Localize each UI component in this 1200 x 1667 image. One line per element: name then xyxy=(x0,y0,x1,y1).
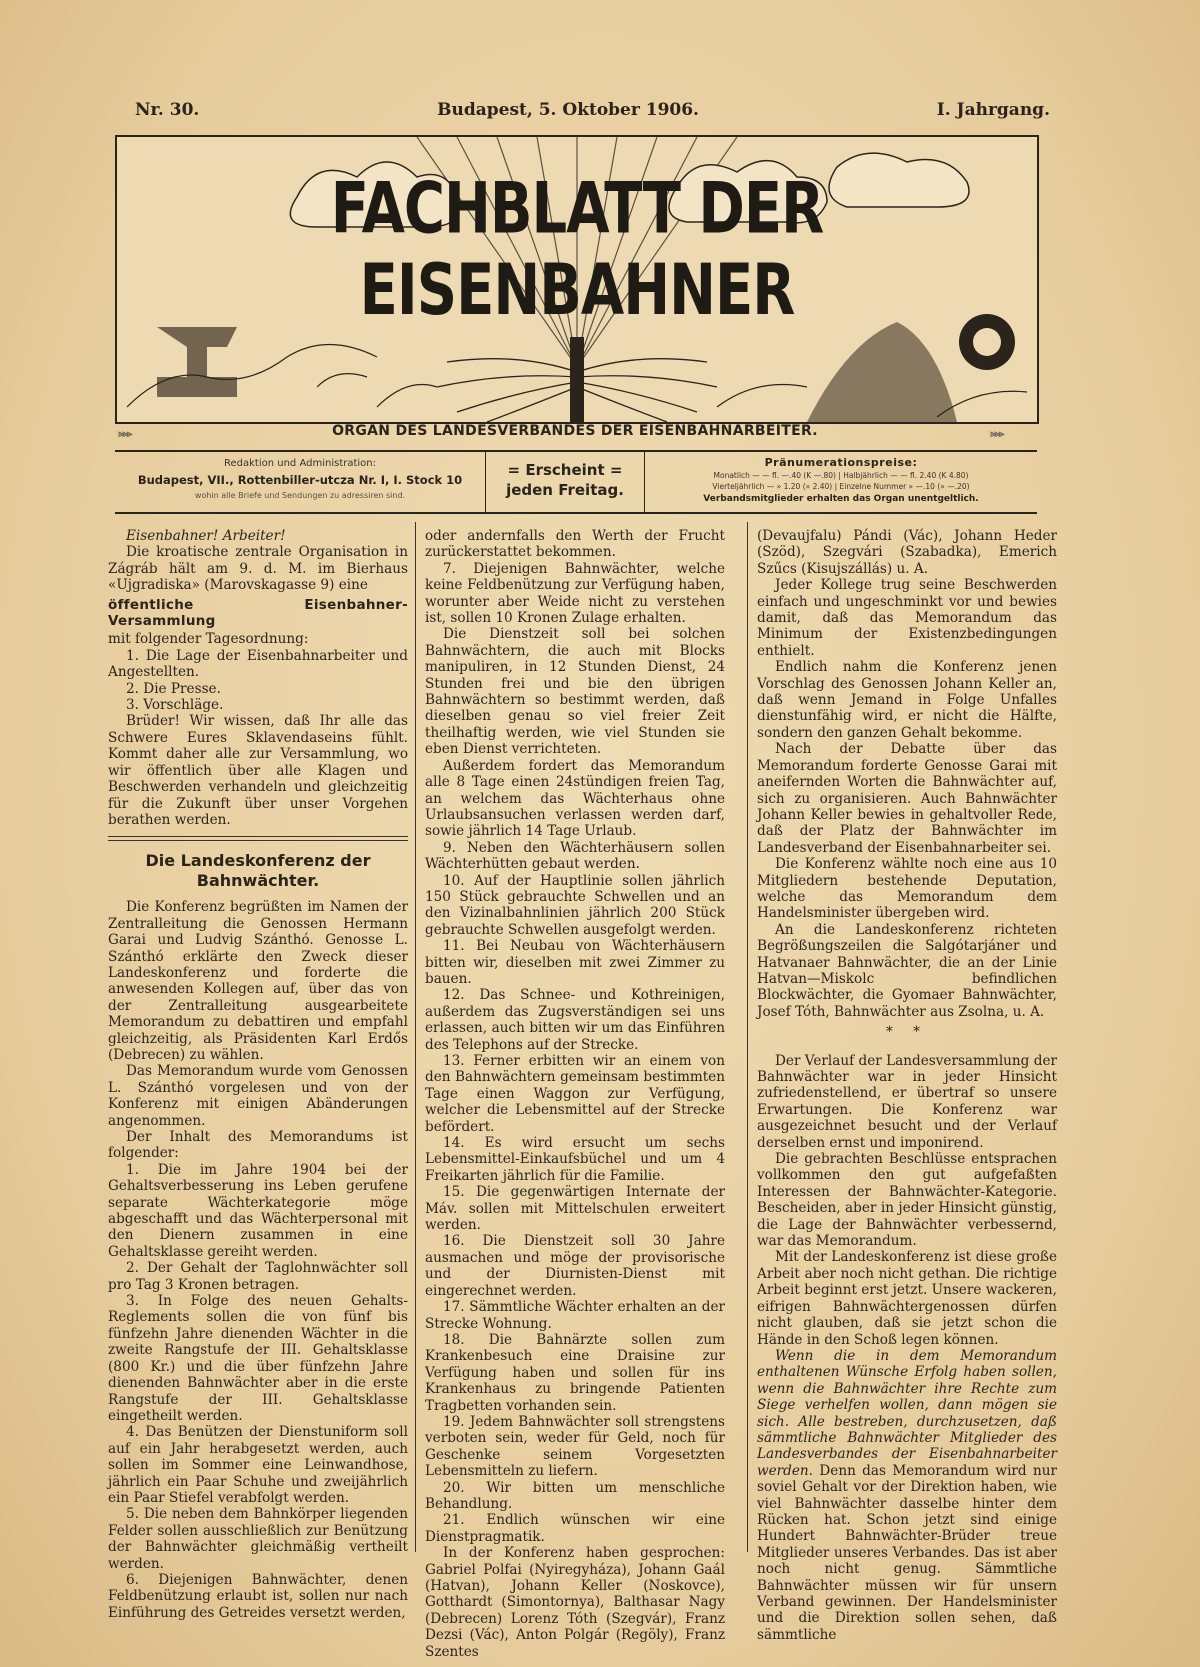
info-bar xyxy=(115,450,1037,514)
paragraph: Brüder! Wir wissen, daß Ihr alle das Schwere Eures Sklavendaseins fühlt. Kommt daher alle zur Versammlung, wo wir öffentlich über alle Klagen und Beschwerden verhandeln und gleichzeitig für die Zukunft über unser Vorgehen berathen werden. xyxy=(108,713,408,828)
article-heading: Die Landeskonferenz der Bahnwächter. xyxy=(145,851,371,891)
paragraph: An die Landeskonferenz richteten Begrößungszeilen die Salgótarjáner und Hatvanaer Bahnwächter, die an der Linie Hatvan—Miskolc befindlichen Blockwächter, die Gyomaer Bahnwächter, Josef Tóth, Bahnwächter aus Zsolna, u. A. xyxy=(757,921,1057,1020)
paragraph: In der Konferenz haben gesprochen: Gabriel Polfai (Nyiregyháza), Johann Gaál (Hatvan), Johann Keller (Noskovce), Gotthardt (Simontornya), Balthasar Nagy (Debrecen) Lorenz Tóth (Szegvár), Franz Dezsi (Vác), Anton Polgár (Regöly), Franz Szentes xyxy=(425,1545,725,1660)
memorandum-item: 10. Auf der Hauptlinie sollen jährlich 150 Stück gebrauchte Schwellen und an den Vizinalbahnlinien jährlich 200 Stück gebrauchte Schwellen ausgefolgt werden. xyxy=(425,872,725,938)
paragraph: Mit der Landeskonferenz ist diese große Arbeit aber noch nicht gethan. Die richtige Arbeit beginnt erst jetzt. Unsere wackeren, eifrigen Bahnwächtergenossen dürfen nicht glauben, daß sie jetzt schon die Hände in den Schoß legen können. xyxy=(757,1249,1057,1348)
prices-heading: Pränumerationspreise: xyxy=(764,456,918,469)
memorandum-item: Die Dienstzeit soll bei solchen Bahnwächtern, die auch mit Blocks manipuliren, in 12 Stunden Dienst, 24 Stunden frei und bie den übrigen Bahnwächtern so bestimmt werden, daß dieselben genau so viel freier Zeit theilhaftig werden, wie viel Stunden sie eben Dienst verrichteten. xyxy=(425,626,725,758)
appears-line2: jeden Freitag. xyxy=(506,481,624,500)
members-note: Verbandsmitglieder erhalten das Organ unentgeltlich. xyxy=(703,493,979,504)
ornament-right: ⫸⫸⫸ xyxy=(990,427,1003,440)
memorandum-item: 2. Der Gehalt der Taglohnwächter soll pro Tag 3 Kronen betragen. xyxy=(108,1260,408,1293)
memorandum-item: 16. Die Dienstzeit soll 30 Jahre ausmachen und möge der provisorische und der Diurnisten-Dienst mit eingerechnet werden. xyxy=(425,1233,725,1299)
wheel-axle xyxy=(570,337,584,422)
memorandum-item: 17. Sämmtliche Wächter erhalten an der Strecke Wohnung. xyxy=(425,1299,725,1332)
hill-right xyxy=(807,322,957,422)
paragraph: Endlich nahm die Konferenz jenen Vorschlag des Genossen Johann Keller an, daß wenn Jemand in Folge Unfalles dienstunfähig wird, er nicht die Hälfte, sondern den ganzen Gehalt bekomme. xyxy=(757,659,1057,741)
event-title: öffentliche Eisenbahner-Versammlung xyxy=(108,596,408,630)
memorandum-item: 6. Diejenigen Bahnwächter, denen Feldbenützung erlaubt ist, sollen nur nach Einführung des Getreides versetzt werden, xyxy=(108,1571,408,1621)
column-2 xyxy=(425,528,725,1660)
agenda-item: 2. Die Presse. xyxy=(126,680,221,697)
agenda-item: 1. Die Lage der Eisenbahnarbeiter und Angestellten. xyxy=(108,647,408,681)
wing-left xyxy=(437,359,577,422)
issue-header xyxy=(135,100,1050,120)
italic-appeal: Wenn die in dem Memorandum enthaltenen Wünsche Erfolg haben sollen, wenn die Bahnwächter ihre Rechte zum Siege verhelfen wollen, dann mögen sie sich. Alle bestreben, durchzusetzen, daß sämmtliche Bahnwächter Mitglieder des Landesverbandes der Eisenbahnarbeiter werden. xyxy=(757,1347,1057,1479)
redaction-block xyxy=(115,452,485,512)
appears-line1: = Erscheint = xyxy=(507,461,623,479)
volume: I. Jahrgang. xyxy=(936,100,1050,120)
column-1 xyxy=(108,528,408,1621)
memorandum-item: 5. Die neben dem Bahnkörper liegenden Felder sollen ausschließlich zur Benützung der Bahnwächter gleichmäßig vertheilt werden. xyxy=(108,1506,408,1572)
paragraph: (Devaujfalu) Pándi (Vác), Johann Heder (Szöd), Szegvári (Szabadka), Emerich Szűcs (Kisujszállás) u. A. xyxy=(757,528,1057,577)
paragraph-continuation: Denn das Memorandum wird nur soviel Gehalt vor der Direktion haben, wie viel Bahnwächter dasselbe hinter dem Rücken hat. Schon jetzt sind einige Hundert Bahnwächter-Brüder treue Mitglieder unseres Verbandes. Das ist aber noch nicht genug. Sämmtliche Bahnwächter müssen wir für unsern Verband gewinnen. Der Handelsminister und die Direktion sollen sehen, daß sämmtliche xyxy=(757,1462,1057,1643)
column-3 xyxy=(757,528,1057,1643)
wing-right xyxy=(577,359,717,422)
memorandum-item: 12. Das Schnee- und Kothreinigen, außerdem das Zugsverständigen sei uns erlassen, auch bitten wir um das Einführen des Telephons auf der Strecke. xyxy=(425,987,725,1053)
paragraph xyxy=(757,1348,1057,1643)
memorandum-item: 19. Jedem Bahnwächter soll strengstens verboten sein, weder für Geld, noch für Geschenke seinem Vorgesetzten Lebensmitteln zu liefern. xyxy=(425,1413,725,1480)
dateline: Budapest, 5. Oktober 1906. xyxy=(437,100,699,120)
section-divider xyxy=(108,836,408,841)
memorandum-item: 9. Neben den Wächterhäusern sollen Wächterhütten gebaut werden. xyxy=(425,839,725,873)
memorandum-item: 11. Bei Neubau von Wächterhäusern bitten wir, dieselben mit zwei Zimmer zu bauen. xyxy=(425,938,725,987)
memorandum-item: 21. Endlich wünschen wir eine Dienstpragmatik. xyxy=(425,1512,725,1545)
publication-frequency xyxy=(485,452,645,512)
memorandum-item: 7. Diejenigen Bahnwächter, welche keine Feldbenützung zur Verfügung haben, worunter aber Weide nicht zu verstehen ist, sollen 10 Kronen Zulage erhalten. xyxy=(425,560,725,627)
anvil xyxy=(157,327,237,397)
paragraph: Jeder Kollege trug seine Beschwerden einfach und ungeschminkt vor und bewies damit, daß das Memorandum das Minimum der Existenzbedingungen enthielt. xyxy=(757,577,1057,659)
newspaper-title: FACHBLATT DER EISENBAHNER xyxy=(330,168,824,332)
address-note: wohin alle Briefe und Sendungen zu adressiren sind. xyxy=(194,491,406,500)
memorandum-item: 3. In Folge des neuen Gehalts-Reglements sollen die von fünf bis fünfzehn Jahre dienenden Wächter in die zweite Rangstufe der III. Gehaltsklasse (800 Kr.) und die über fünfzehn Jahre dienenden Bahnwächter aber in die erste Rangstufe der III. Gehaltsklasse eingetheilt werden. xyxy=(108,1293,408,1424)
redaction-address: Budapest, VII., Rottenbiller-utcza Nr. I, I. Stock 10 xyxy=(137,473,463,487)
paragraph: Die Konferenz wählte noch eine aus 10 Mitgliedern bestehende Deputation, welche das Memorandum dem Handelsminister übergeben wird. xyxy=(757,856,1057,922)
foliage-left xyxy=(127,345,437,408)
greeting: Eisenbahner! Arbeiter! xyxy=(126,528,286,544)
column-rule-2 xyxy=(747,522,748,1552)
memorandum-item: 1. Die im Jahre 1904 bei der Gehaltsverbesserung ins Leben gerufene separate Wächterkategorie möge abgeschafft und das Wächterpersonal mit den Dienern zusammen in eine Gehaltsklasse gereiht werden. xyxy=(108,1161,408,1260)
issue-number: Nr. 30. xyxy=(135,100,200,120)
paragraph: Nach der Debatte über das Memorandum forderte Genosse Garai mit aneifernden Worten die Bahnwächter auf, sich zu organisieren. Auch Bahnwächter Johann Keller bewies in gehaltvoller Rede, daß der Platz der Bahnwächter im Landesverband der Eisenbahnarbeiter sei. xyxy=(757,741,1057,856)
paragraph: Der Verlauf der Landesversammlung der Bahnwächter war in jeder Hinsicht zufriedenstellend, er übertraf so unsere Erwartungen. Die Konferenz war ausgezeichnet besucht und der Verlauf derselben ernst und imponirend. xyxy=(757,1052,1057,1151)
prices-line1: Monatlich — — fl. —.40 (K —.80) | Halbjährlich — — fl. 2.40 (K 4.80) xyxy=(713,471,969,480)
memorandum-item: 20. Wir bitten um menschliche Behandlung. xyxy=(425,1479,725,1512)
organ-subtitle: ORGAN DES LANDESVERBANDES DER EISENBAHNARBEITER. xyxy=(332,423,818,439)
paragraph: oder andernfalls den Werth der Frucht zurückerstattet bekommen. xyxy=(425,528,725,561)
memorandum-item: 18. Die Bahnärzte sollen zum Krankenbesuch eine Draisine zur Verfügung haben und sollen für ins Krankenhaus zu bringende Patienten Tragbetten vorhanden sein. xyxy=(425,1331,725,1414)
memorandum-item: Außerdem fordert das Memorandum alle 8 Tage einen 24stündigen freien Tag, an welchem das Wächterhaus ohne Urlaubsansuchen verlassen werden darf, sowie jährlich 14 Tage Urlaub. xyxy=(425,757,725,840)
memorandum-item: 14. Es wird ersucht um sechs Lebensmittel-Einkaufsbüchel und um 4 Freikarten jährlich für die Familie. xyxy=(425,1135,725,1184)
section-stars: * * xyxy=(886,1024,928,1041)
memorandum-item: 4. Das Benützen der Dienstuniform soll auf ein Jahr herabgesetzt werden, auch sollen im Sommer eine Leinwandhose, jährlich ein Paar Schuhe und zweijährlich ein Paar Stiefel verabfolgt werden. xyxy=(108,1424,408,1506)
paragraph: Die Konferenz begrüßten im Namen der Zentralleitung die Genossen Hermann Garai und Ludvig Szánthó. Genosse L. Szánthó erklärte den Zweck dieser Landeskonferenz und forderte die anwesenden Kollegen auf, über das von der Zentralleitung ausgearbeitete Memorandum zu debattiren und empfahl gleichzeitig, als Präsidenten Karl Erdős (Debrecen) zu wählen. xyxy=(108,899,408,1063)
memorandum-item: 15. Die gegenwärtigen Internate der Máv. sollen mit Mittelschulen erweitert werden. xyxy=(425,1184,725,1234)
subscription-prices xyxy=(645,452,1037,512)
column-rule-1 xyxy=(415,522,416,1552)
masthead-illustration xyxy=(115,135,1039,424)
ornament-left: ⫸⫸⫸ xyxy=(118,427,131,440)
memorandum-item: 13. Ferner erbitten wir an einem von den Bahnwächtern gemeinsam bestimmten Tage einen Waggon zur Verfügung, welcher die Lebensmittel auf der Strecke befördert. xyxy=(425,1053,725,1135)
paragraph: mit folgender Tagesordnung: xyxy=(108,631,309,648)
redaction-label: Redaktion und Administration: xyxy=(224,458,376,469)
paragraph: Das Memorandum wurde vom Genossen L. Szánthó vorgelesen und von der Konferenz mit einigen Abänderungen angenommen. xyxy=(108,1063,408,1129)
paragraph: Die gebrachten Beschlüsse entsprachen vollkommen den gut aufgefaßten Interessen der Bahnwächter-Kategorie. Bescheiden, aber in jeder Hinsicht günstig, die Lage der Bahnwächter verbessernd, war das Memorandum. xyxy=(757,1151,1057,1250)
prices-line2: Vierteljährlich — » 1.20 (» 2.40) | Einzelne Nummer » —.10 (» —.20) xyxy=(712,482,970,492)
paragraph: Der Inhalt des Memorandums ist folgender: xyxy=(108,1129,408,1162)
agenda-item: 3. Vorschläge. xyxy=(126,697,224,714)
paragraph: Die kroatische zentrale Organisation in Zágráb hält am 9. d. M. im Bierhaus «Ujgradiska» (Marovskagasse 9) eine xyxy=(108,544,408,594)
